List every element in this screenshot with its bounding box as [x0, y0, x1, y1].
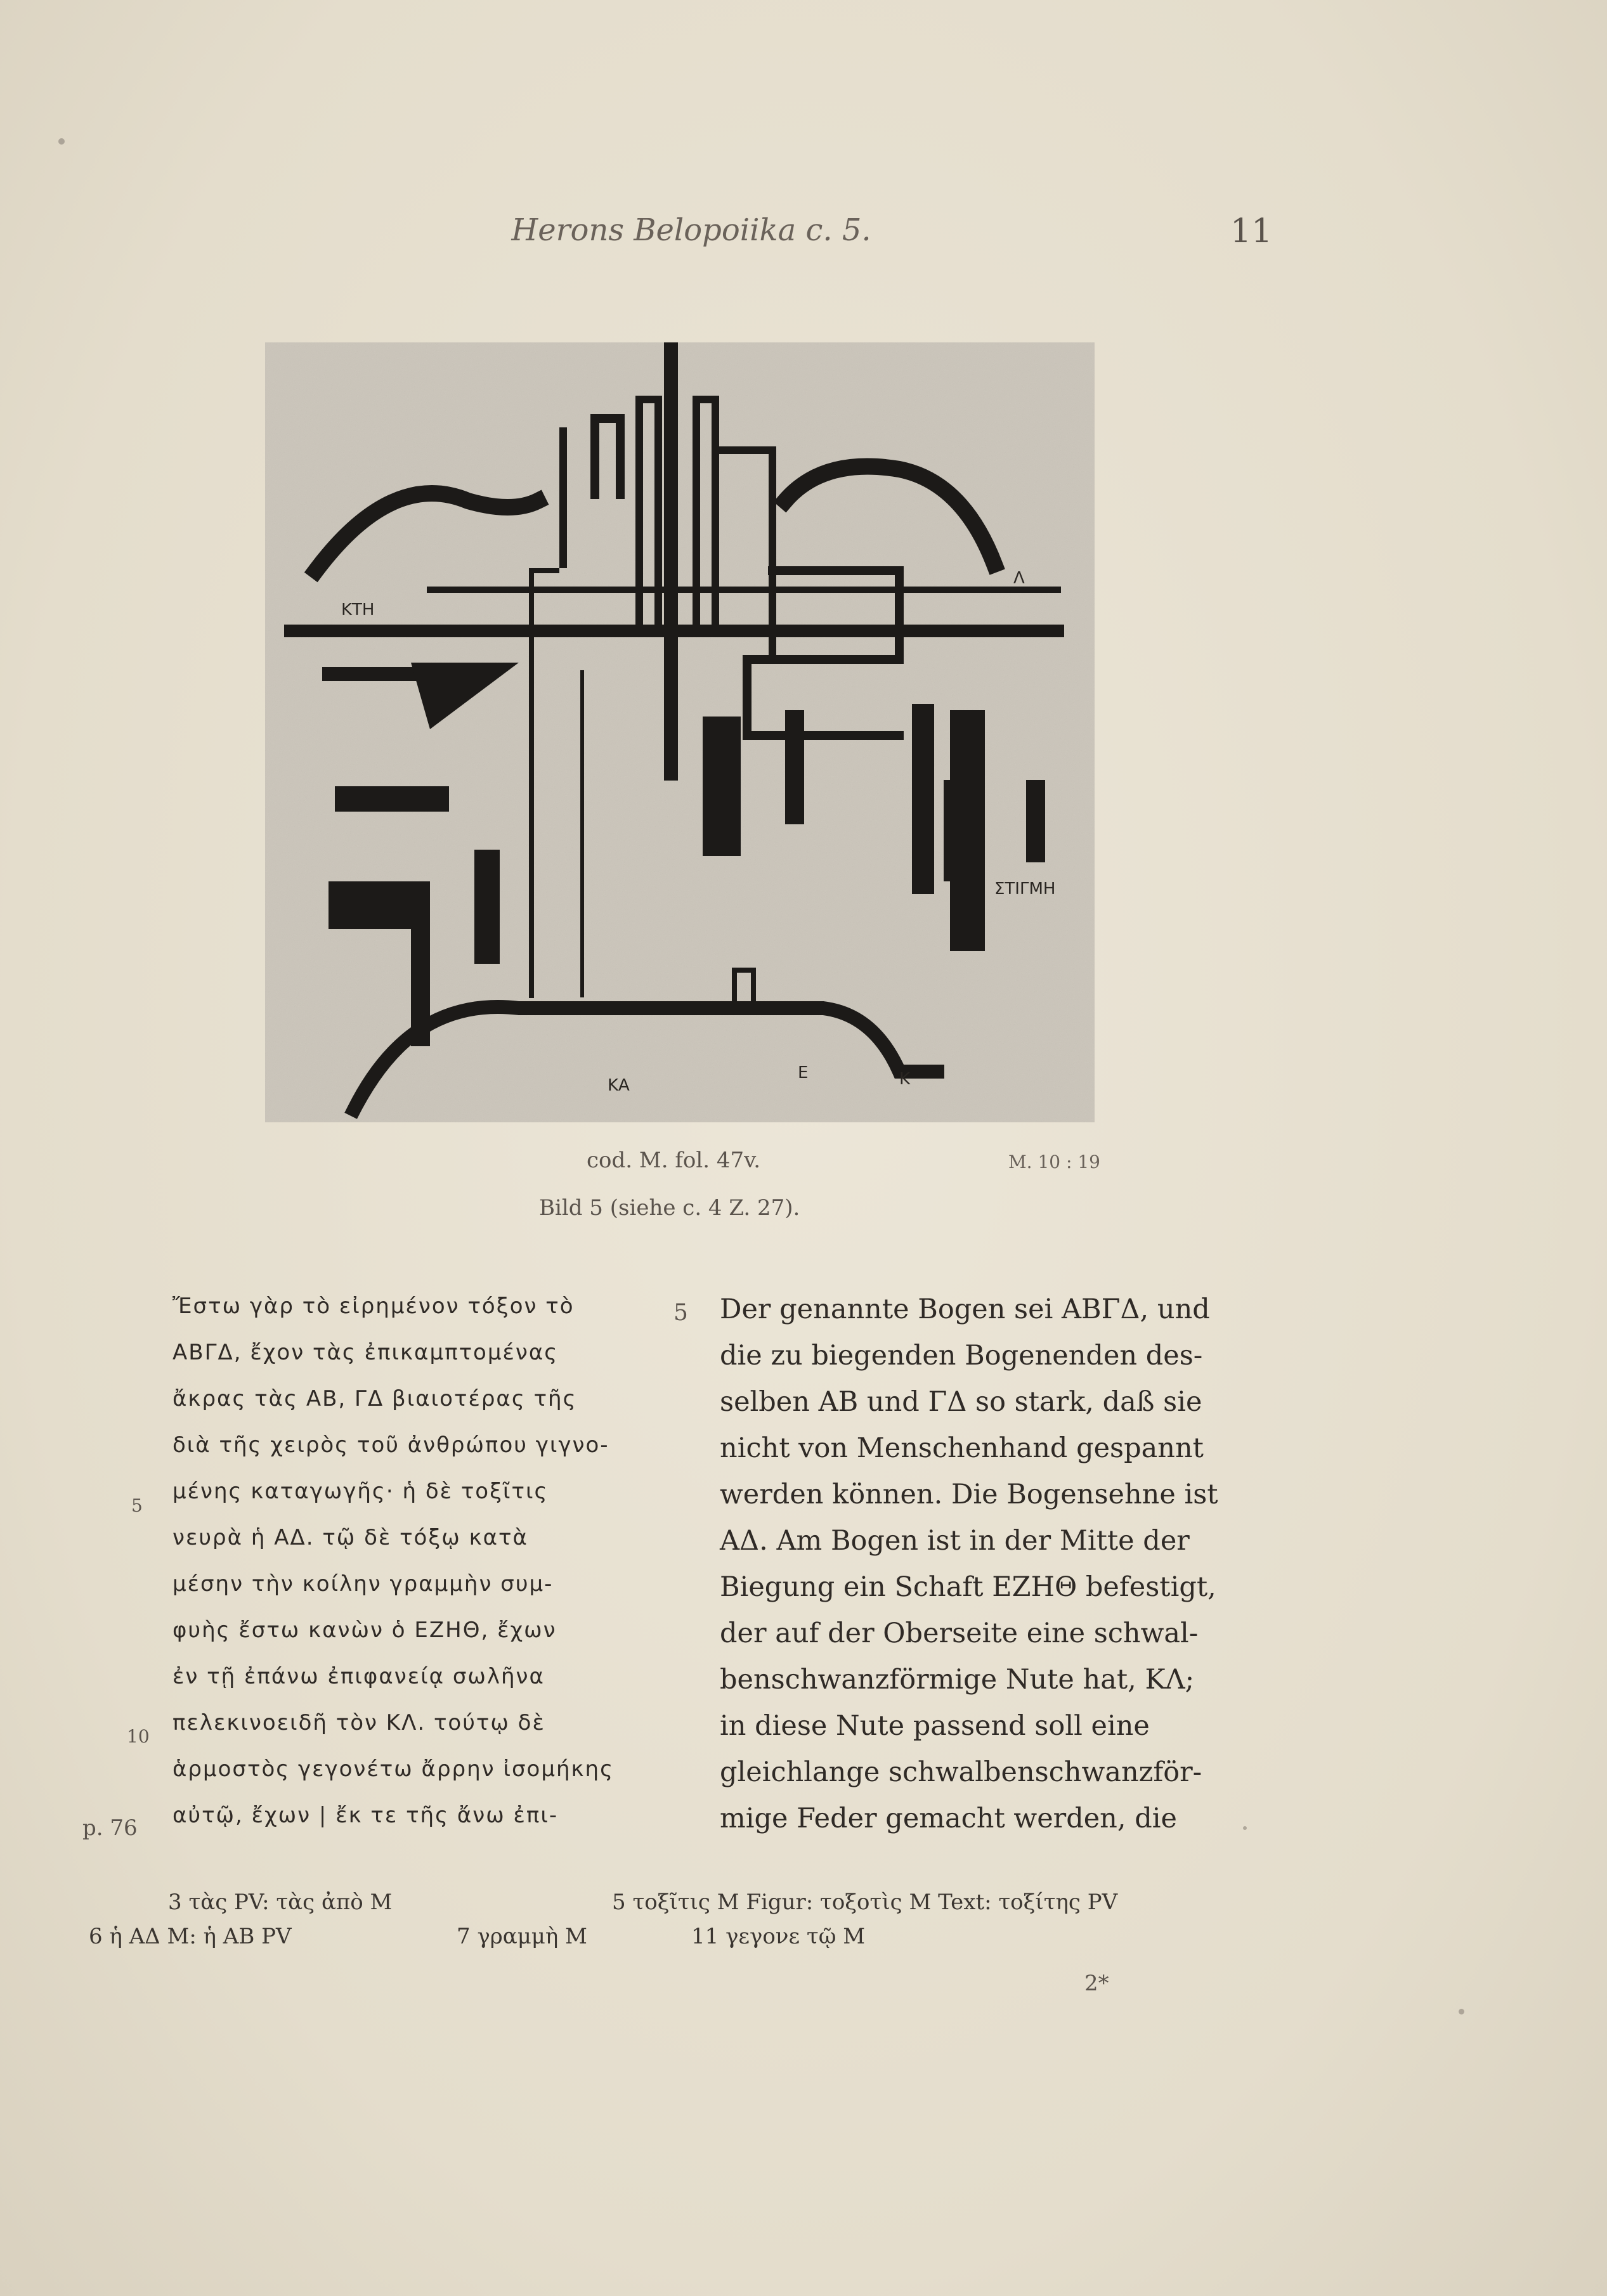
figure-inscription: Κ	[899, 1070, 911, 1089]
german-line: gleichlange schwalbenschwanzför-	[720, 1756, 1202, 1788]
sheet-signature: 2*	[1084, 1971, 1109, 1996]
apparatus-note: 7 γραμμὴ M	[457, 1924, 587, 1949]
figure-inscription: Λ	[1013, 569, 1025, 588]
german-line: nicht von Menschenhand gespannt	[720, 1432, 1204, 1464]
figure-caption-source: cod. M. fol. 47v.	[587, 1148, 761, 1173]
figure-caption-scale: M. 10 : 19	[1008, 1151, 1100, 1172]
apparatus-note: 5 τοξῖτις M Figur: τοξοτὶς M Text: τοξίτης PV	[612, 1890, 1118, 1915]
apparatus-note: 6 ἡ ΑΔ M: ἡ ΑΒ PV	[89, 1924, 292, 1949]
german-line: Biegung ein Schaft ΕΖΗΘ befestigt,	[720, 1571, 1216, 1603]
german-line: Der genannte Bogen sei ΑΒΓΔ, und	[720, 1294, 1210, 1325]
greek-line: διὰ τῆς χειρὸς τοῦ ἀνθρώπου γιγνο-	[172, 1432, 609, 1458]
greek-line: ἐν τῇ ἐπάνω ἐπιφανείᾳ σωλῆνα	[172, 1664, 545, 1689]
german-line: die zu biegenden Bogenenden des-	[720, 1340, 1203, 1372]
greek-line: Ἔστω γὰρ τὸ εἰρημένον τόξον τὸ	[172, 1294, 575, 1319]
page-number: 11	[1230, 212, 1273, 250]
german-line: selben ΑΒ und ΓΔ so stark, daß sie	[720, 1386, 1202, 1418]
greek-line: φυὴς ἔστω κανὼν ὁ ΕΖΗΘ, ἔχων	[172, 1618, 557, 1643]
paper-speck	[58, 138, 65, 145]
apparatus-note: 11 γεγονε τῷ M	[691, 1924, 866, 1949]
greek-line-number: 5	[131, 1495, 143, 1516]
apparatus-note: 3 τὰς PV: τὰς ἀπὸ M	[168, 1890, 393, 1915]
greek-line: μένης καταγωγῆς· ἡ δὲ τοξῖτις	[172, 1479, 549, 1504]
german-line: der auf der Oberseite eine schwal-	[720, 1618, 1199, 1649]
greek-line: ΑΒΓΔ, ἔχον τὰς ἐπικαμπτομένας	[172, 1340, 559, 1365]
greek-line: ἄκρας τὰς ΑΒ, ΓΔ βιαιοτέρας τῆς	[172, 1386, 577, 1411]
greek-line-number: 10	[127, 1726, 150, 1747]
german-line: mige Feder gemacht werden, die	[720, 1803, 1177, 1834]
greek-line: αὐτῷ, ἔχων | ἔκ τε τῆς ἄνω ἐπι-	[172, 1803, 559, 1828]
paper-speck	[1459, 2009, 1464, 2014]
greek-line: ἁρμοστὸς γεγονέτω ἄρρην ἰσομήκης	[172, 1756, 615, 1782]
figure-inscription: ΣΤΙΓΜΗ	[994, 879, 1056, 898]
greek-line: μέσην τὴν κοίλην γραμμὴν συμ-	[172, 1571, 554, 1597]
figure-caption-label: Bild 5 (siehe c. 4 Z. 27).	[539, 1195, 800, 1221]
greek-line: νευρὰ ἡ ΑΔ. τῷ δὲ τόξῳ κατὰ	[172, 1525, 528, 1550]
greek-line: πελεκινοειδῆ τὸν ΚΛ. τούτῳ δὲ	[172, 1710, 545, 1735]
running-header-title: Herons Belopoiika c. 5.	[511, 212, 871, 248]
figure-inscription: Ε	[798, 1063, 809, 1082]
figure-inscription: ΚΤΗ	[341, 600, 375, 619]
german-line: in diese Nute passend soll eine	[720, 1710, 1150, 1742]
german-line: benschwanzförmige Nute hat, ΚΛ;	[720, 1664, 1195, 1696]
translation-line-number: 5	[673, 1300, 688, 1326]
belopoiika-diagram-drawing	[265, 342, 1095, 1122]
german-line: ΑΔ. Am Bogen ist in der Mitte der	[720, 1525, 1190, 1557]
paper-speck	[1243, 1826, 1247, 1830]
manuscript-figure	[265, 342, 1095, 1122]
page-reference: p. 76	[82, 1815, 138, 1841]
figure-inscription: ΚΑ	[608, 1076, 630, 1095]
german-line: werden können. Die Bogensehne ist	[720, 1479, 1218, 1510]
